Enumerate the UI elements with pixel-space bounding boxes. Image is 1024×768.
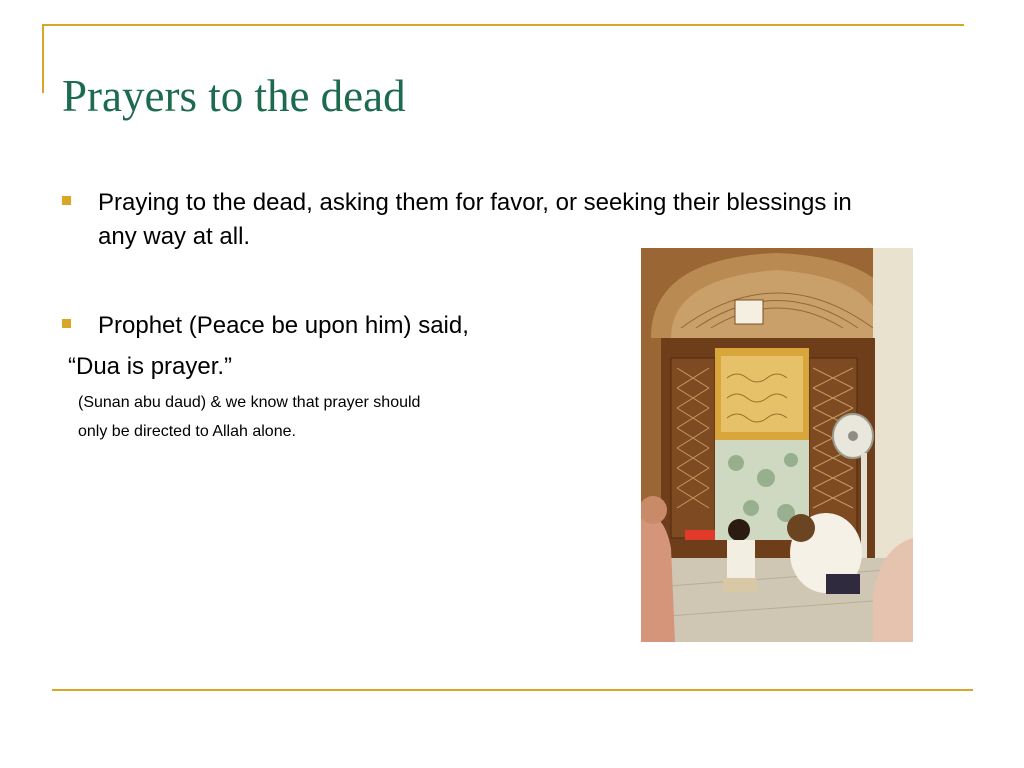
square-bullet-icon (62, 196, 71, 205)
shrine-photo (641, 248, 913, 642)
square-bullet-icon (62, 319, 71, 328)
hadith-quote: “Dua is prayer.” (68, 353, 233, 380)
left-divider (42, 24, 44, 93)
source-note: (Sunan abu daud) & we know that prayer should (78, 394, 421, 411)
bullet-text: Prophet (Peace be upon him) said, (98, 312, 469, 339)
bullet-item (62, 186, 892, 254)
top-divider (42, 24, 964, 26)
bullet-item (62, 309, 469, 343)
bottom-divider (52, 689, 973, 691)
source-note: only be directed to Allah alone. (78, 423, 296, 440)
bullet-text: Praying to the dead, asking them for favor, or seeking their blessings in any way at all. (98, 189, 852, 250)
slide-title: Prayers to the dead (62, 71, 406, 121)
